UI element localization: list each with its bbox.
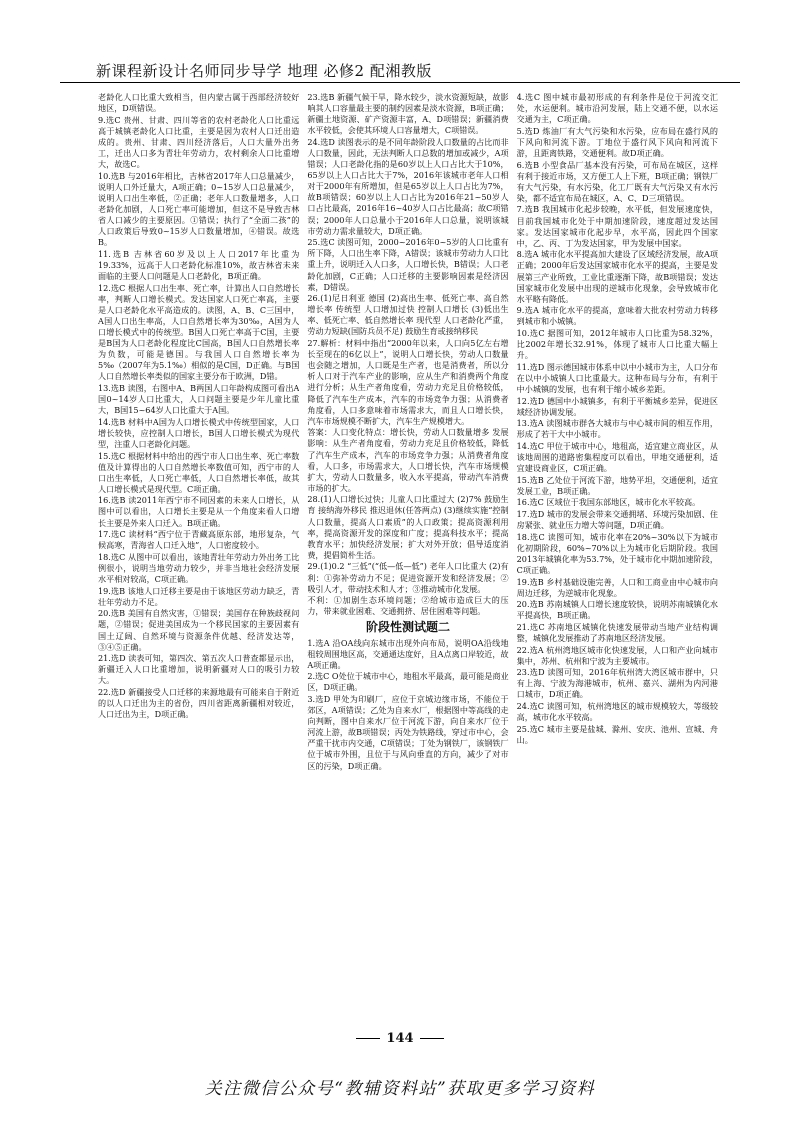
answer-paragraph: 12.选D 德国中小城镇多，有利于平衡城乡差异，促进区域经济协调发展。 — [516, 395, 718, 417]
answer-paragraph: 13.选B 读图，右图中A、B两国人口年龄构成图可看出A国0~14岁人口比重大，人口问题主要是少年儿童比重大，B国15~64岁人口比重大于A国。 — [98, 382, 300, 416]
answer-paragraph: 10.选C 据图可知，2012年城市人口比重为58.32%，比2002年增长32.91%，体现了城市人口比重大幅上升。 — [516, 327, 718, 361]
answer-paragraph: 16.选B 读2011年西宁市不同因素的未来人口增长，从图中可以看出，人口增长主要是从一个角度来看人口增长主要是外来人口迁入。B项正确。 — [98, 495, 300, 528]
page-header — [60, 58, 740, 83]
answer-columns — [98, 92, 718, 1022]
section-title: 阶段性测试题二 — [365, 620, 450, 635]
answer-paragraph: 21.选D 读表可知，第四次、第五次人口普查都显示出，新疆迁入人口比重增加，说明新疆对人口的吸引力较大。 — [98, 653, 300, 686]
column-1 — [98, 92, 299, 1022]
answer-paragraph: 18.选C 从图中可以看出，该地青壮年劳动力外出务工比例很小，说明当地劳动力较少，并非当地社会经济发展水平相对较高，C项正确。 — [98, 551, 300, 585]
answer-paragraph: 1.选A 沿OA线向东城市出现外向布局，说明OA沿线地租较周围地区高，交通通达度好，且A点离口岸较近，故A项正确。 — [307, 637, 509, 670]
answer-paragraph: 13.选A 读图城市群各大城市与中心城市间的相互作用，形成了若干大中小城市。 — [516, 418, 718, 440]
answer-paragraph: 4.选C 图中城市最初形成的有利条件是位于河流交汇处，水运便利。城市沿河发展，陆上交通不便，以水运交通为主，C项正确。 — [516, 92, 718, 125]
answer-paragraph: 25.选C 读图可知，2000~2016年0~5岁的人口比重有所下降，人口出生率下降，A错误；该城市劳动力人口比重上升，说明迁入人口多，人口增长快，B错误；人口老龄化加剧，C正确；人口迁移的主要影响因素是经济因素，D错误。 — [307, 237, 509, 292]
answer-paragraph: 29.(1)0.2 “三低”(“低—低—低”) 老年人口比重大 (2)有利：①弥补劳动力不足；促进资源开发和经济发展；②吸引人才，带动技术和人才；③推动城市化发展。 — [307, 561, 509, 594]
answer-paragraph: 答案：人口变化特点：增长快，劳动人口数量增多 发展影响：从生产者角度看，劳动力充足且价格较低，降低了汽车生产成本，汽车的市场竞争力强；从消费者角度看，人口多，市场需求大，人口增长快，汽车市场规模扩大，劳动人口数量多，收入水平提高，带动汽车消费市场的扩大。 — [307, 427, 509, 493]
answer-paragraph: 不利：①加剧生态环境问题；②给城市造成巨大的压力，带来就业困难、交通拥挤、居住困难等问题。 — [307, 595, 509, 617]
answer-paragraph: 8.选A 城市化水平提高加大建设了区域经济发展，故A项正确；2000年后发达国家城市化水平的提高，主要是发展第三产业所致，工业比重逐渐下降，故B项错误；发达国家城市化发展中出现的逆城市化现象，会导致城市化水平略有降低。 — [516, 249, 718, 304]
answer-paragraph: 21.选C 苏南地区城镇化快速发展带动当地产业结构调整，城镇化发展推动了苏南地区经济发展。 — [516, 621, 718, 643]
answer-paragraph: 20.选B 美国有自然灾害，①错误；美国存在种族歧视问题，②错误；促进美国成为一个移民国家的主要因素有国土辽阔、自然环境与资源条件优越、经济发达等，③④⑤正确。 — [98, 608, 300, 652]
column-3 — [517, 92, 718, 1022]
answer-paragraph: 23.选D 读图可知，2016年杭州湾大湾区城市群中，只有上海、宁波为海港城市，杭州、嘉兴、湖州为内河港口城市，D项正确。 — [516, 667, 718, 700]
page-number — [0, 1031, 800, 1046]
answer-paragraph: 14.选C 甲位于城市中心，地租高，适宜建立商业区，从该地周围的道路密集程度可以看出，甲地交通便利，适宜建设商业区，C项正确。 — [516, 440, 718, 474]
answer-paragraph: 3.选D 甲处为印刷厂，应位于京城边缘市场，不能位于郊区，A项错误；乙处为自来水厂，根据图中等高线的走向判断，图中自来水厂位于河流下游，向自来水厂位于河流上游，故B项错误；丙处为铁路线，穿过市中心，会严重干扰市内交通，C项错误；丁处为钢铁厂，该钢铁厂位于城市外围，且位于与风向垂直的方向，减少了对市区的污染，D项正确。 — [307, 693, 509, 771]
page-number-dash-left — [356, 1038, 380, 1039]
answer-paragraph: 20.选B 苏南城镇人口增长速度较快，说明苏南城镇化水平提高快，B项正确。 — [516, 599, 718, 621]
answer-paragraph: 12.选C 根据人口出生率、死亡率，计算出人口自然增长率，判断人口增长模式。发达国家人口死亡率高，主要是人口老龄化水平高造成的。读图，A、B、C三国中，A国人口出生率高，人口自然增长率为30‰，A国为人口增长模式中的传统型。B国人口死亡率高于C国，主要是B国为人口老龄化程度比C国高，B国人口自然增长率为负数，可能是德国。与我国人口自然增长率为5‰（2007年为5.1‰）相似的是C国，D正确。与B国人口自然增长率类似的国家主要分布于欧洲，D错。 — [98, 282, 300, 382]
answer-paragraph: 11.选B 吉林省60岁及以上人口2017年比重为19.33%，远高于人口老龄化标准10%，故吉林省未来面临的主要人口问题是人口老龄化，B项正确。 — [98, 248, 300, 281]
answer-paragraph: 27.解析：材料中指出“2000年以来，人口向5亿左右增长至现在的6亿以上”，说明人口增长快，劳动人口数量也会随之增加，人口既是生产者，也是消费者，所以分析人口对于汽车产业的影响，应从生产和消费两个角度进行分析；从生产者角度看，劳动力充足且价格较低，降低了汽车生产成本，汽车的市场竞争力强；从消费者角度看，人口多意味着市场需求大，而且人口增长快，汽车市场规模不断扩大，汽车生产规模增大。 — [307, 338, 509, 426]
answer-paragraph: 9.选A 城市化水平的提高，意味着大批农村劳动力转移到城市和小城镇。 — [516, 305, 718, 327]
column-2 — [307, 92, 508, 1022]
answer-paragraph: 10.选B 与2016年相比，吉林省2017年人口总量减少，说明人口外迁量大，A项正确；0~15岁人口总量减少，说明人口出生率低，②正确；老年人口数量增多，人口老龄化加剧，人口死亡率可能增加，但这不是导致吉林省人口减少的主要原因。①错误；执行了“全面二孩”的人口政策后导致0~15岁人口数量增加，④错误。故选B。 — [98, 170, 300, 248]
answer-paragraph: 老龄化人口比重大致相当，但内蒙古属于西部经济较好地区，D项错误。 — [98, 92, 300, 114]
answer-paragraph: 23.选B 新疆气候干旱，降水较少，淡水资源短缺，故影响其人口容量最主要的制约因素是淡水资源，B项正确；新疆土地资源、矿产资源丰富，A、D项错误；新疆消费水平较低，会使其环境人口容量增大，C项错误。 — [307, 92, 509, 136]
answer-paragraph: 25.选C 城市主要是盐城、滁州、安庆、池州、宣城、舟山。 — [516, 723, 718, 745]
answer-paragraph: 7.选B 我国城市化起步较晚，水平低，但发展速度快，目前我国城市化处于中期加速阶段，速度超过发达国家。发达国家城市化起步早，水平高，因此四个国家中，乙、丙、丁为发达国家，甲为发展中国家。 — [516, 204, 718, 248]
answer-paragraph: 24.选D 读图表示的是不同年龄阶段人口数量的占比而非人口数量，因此，无法判断人口总数的增加或减少，A项错误；人口老龄化指的是60岁以上人口占比大于10%，65岁以上人口占比大于7%，2016年该城市老年人口相对于2000年有所增加，但是65岁以上人口占比为7%，故B项错误；60岁以上人口占比为2016年21~50岁人口占比最高，2016年16~40岁人口占比最高；故C项错误；2000年人口总量小于2016年人口总量，说明该城市劳动力需求量较大，D项正确。 — [307, 136, 509, 236]
answer-paragraph: 16.选C 区域位于我国东部地区，城市化水平较高。 — [516, 497, 701, 508]
answer-paragraph: 28.(1)人口增长过快；儿童人口比重过大 (2)7% 鼓励生育 接纳海外移民 推迟退休(任答两点) (3)继续实施“控制人口数量，提高人口素质”的人口政策；提高资源利用率，提高资源开发的深度和广度；提高科技水平；提高教育水平；加快经济发展；扩大对外开放；倡导适度消费，提倡简朴生活。 — [307, 494, 509, 560]
page-number-dash-right — [420, 1038, 444, 1039]
answer-paragraph: 22.选A 杭州湾地区城市化快速发展，人口和产业向城市集中，苏州、杭州和宁波为主要城市。 — [516, 644, 718, 666]
answer-paragraph: 14.选B 材料中A国为人口增长模式中传统型国家，人口增长较快，应控制人口增长，B国人口增长模式为现代型，注重人口老龄化问题。 — [98, 416, 300, 449]
answer-paragraph: 15.选C 根据材料中给出的西宁市人口出生率、死亡率数值及计算得出的人口自然增长率数值可知，西宁市的人口出生率低，人口死亡率低，人口自然增长率低，故其人口增长模式是现代型。C项正确。 — [98, 450, 300, 494]
answer-paragraph: 18.选C 读图可知，城市化率在20%~30%以下为城市化初期阶段，60%~70%以上为城市化后期阶段。我国2013年城镇化率为53.7%，处于城市化中期加速阶段，C项正确。 — [516, 531, 718, 575]
answer-paragraph: 22.选D 新疆接受人口迁移的来源地最有可能来自于附近的以人口迁出为主的省份，四川省距离新疆相对较近，人口迁出为主，D项正确。 — [98, 686, 300, 720]
answer-paragraph: 19.选B 乡村基础设施完善，人口和工商业由中心城市向周边迁移，为逆城市化现象。 — [516, 576, 718, 598]
answer-paragraph: 15.选B 乙处位于河流下游，地势平坦，交通便利，适宜发展工业，B项正确。 — [516, 474, 718, 496]
header-title: 新课程新设计名师同步导学 地理 必修2 配湘教版 — [96, 62, 432, 80]
answer-paragraph: 11.选D 图示德国城市体系中以中小城市为主，人口分布在以中小城镇人口比重最大。这种布局与分布，有利于中小城镇的发展，也有利于缩小城乡差距。 — [516, 361, 718, 394]
answer-paragraph: 24.选C 读图可知，杭州湾地区的城市规模较大，等级较高，城市化水平较高。 — [516, 701, 718, 723]
footer-watermark-text: 关注微信公众号“教辅资料站”获取更多学习资料 — [204, 1079, 596, 1099]
page-number-value: 144 — [386, 1031, 414, 1046]
answer-paragraph: 19.选B 该地人口迁移主要是由于该地区劳动力缺乏，青壮年劳动力不足。 — [98, 585, 300, 607]
answer-paragraph: 17.选D 城市的发展会带来交通拥堵、环境污染加剧、住房紧张、就业压力增大等问题，D项正确。 — [516, 508, 718, 531]
answer-paragraph: 9.选C 贵州、甘肃、四川等省的农村老龄化人口比重远高于城镇老龄化人口比重，主要是因为农村人口迁出造成的。贵州、甘肃、四川经济落后，人口大量外出务工，迁出人口多为青壮年劳动力，农村剩余人口比重增大，故选C。 — [98, 114, 300, 170]
answer-paragraph: 2.选C O处位于城市中心，地租水平最高，最可能是商业区，D项正确。 — [307, 671, 509, 693]
answer-paragraph: 6.选B 小型食品厂基本没有污染，可布局在城区，这样有利于接近市场，又方便工人上下班，B项正确；钢铁厂有大气污染，有水污染，化工厂既有大气污染又有水污染，都不适宜布局在城区，A、C、D三项错误。 — [516, 159, 718, 203]
answer-paragraph: 26.(1)尼日利亚 德国 (2)高出生率、低死亡率、高自然增长率 传统型 人口增加过快 控制人口增长 (3)低出生率、低死亡率、低自然增长率 现代型 人口老龄化严重，劳动力短缺(国防兵员不足) 鼓励生育或接纳移民 — [307, 293, 509, 337]
answer-paragraph: 17.选C 读材料“西宁位于青藏高原东部，地形复杂，气候高寒，青海省人口迁入地”，人口密度较小。 — [98, 529, 300, 551]
answer-paragraph: 5.选D 炼油厂有大气污染和水污染，应布局在盛行风的下风向和河流下游。丁地位于盛行风下风向和河流下游，且距离铁路，交通便利。故D项正确。 — [516, 125, 718, 158]
